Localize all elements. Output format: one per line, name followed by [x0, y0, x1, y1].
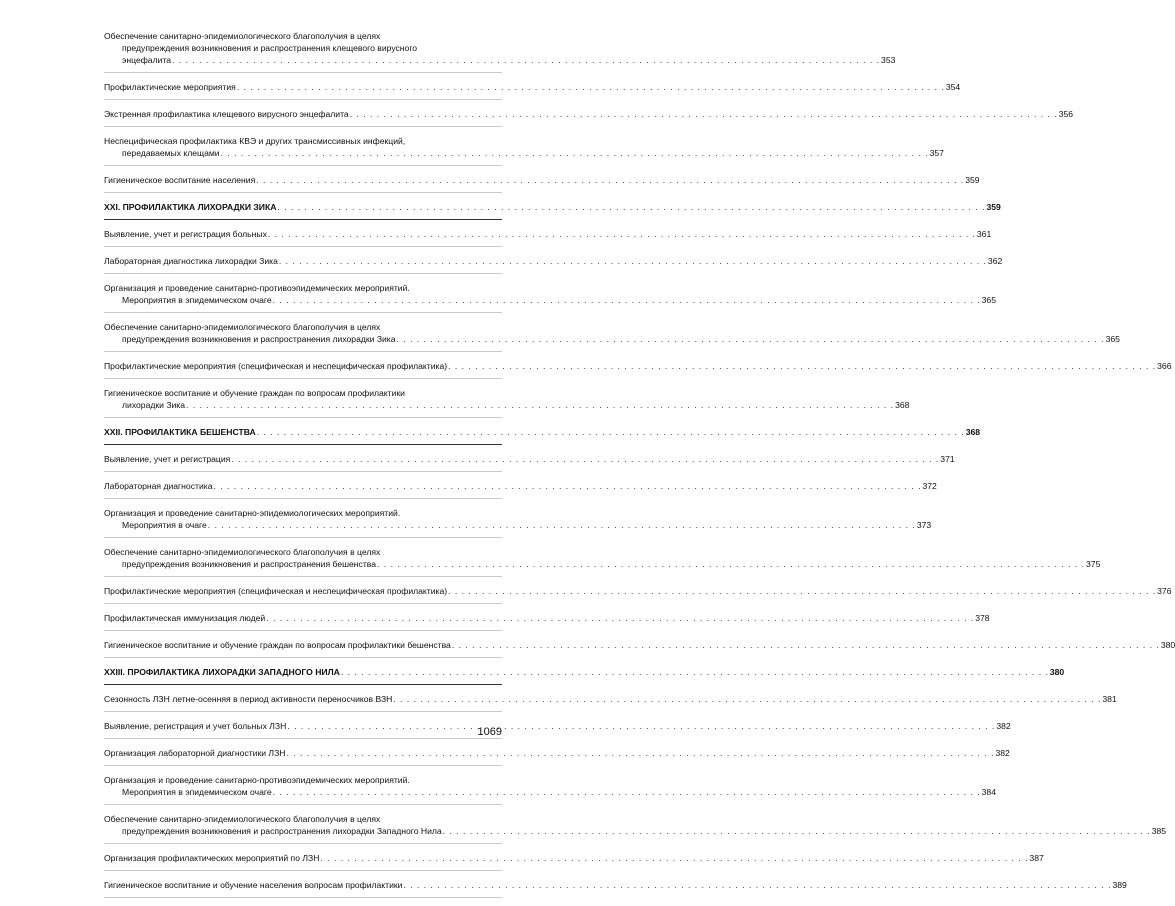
toc-page-number: 365	[981, 295, 996, 305]
toc-entry-text: Гигиеническое воспитание и обучение граждан по вопросам профилактики	[104, 388, 405, 398]
toc-entry-text: предупреждения возникновения и распространения лихорадки Западного Нила	[122, 826, 442, 836]
toc-entry-line	[104, 480, 937, 492]
toc-entry-line	[104, 612, 990, 624]
dot-leader	[277, 201, 985, 213]
toc-entry	[104, 720, 1011, 739]
toc-entry-line	[104, 54, 896, 66]
toc-entry-line	[104, 282, 502, 294]
toc-section-heading	[104, 201, 1001, 220]
toc-section-heading	[104, 426, 981, 445]
toc-entry	[104, 813, 1167, 844]
toc-page-number: 380	[1160, 640, 1175, 650]
dot-leader	[213, 480, 921, 492]
toc-page-number: 376	[1157, 586, 1172, 596]
toc-page-number: 382	[996, 721, 1011, 731]
dot-leader	[403, 879, 1111, 891]
toc-entry-line	[104, 426, 981, 438]
toc-entry-text: Профилактическая иммунизация людей	[104, 613, 266, 623]
toc-entry	[104, 480, 937, 499]
toc-page-number: 378	[975, 613, 990, 623]
toc-entry-text: передаваемых клещами	[122, 148, 220, 158]
toc-entry-line	[104, 693, 1117, 705]
toc-entry-line	[104, 255, 1003, 267]
toc-page-number: 372	[922, 481, 937, 491]
toc-page-number: 353	[881, 55, 896, 65]
toc-entry-text: Обеспечение санитарно-эпидемиологического благополучия в целях	[104, 322, 381, 332]
toc-entry-text: Неспецифическая профилактика КВЭ и других трансмиссивных инфекций,	[104, 136, 406, 146]
toc-entry-text: предупреждения возникновения и распространения клещевого вирусного	[122, 43, 418, 53]
toc-entry-text: Профилактические мероприятия	[104, 82, 236, 92]
toc-page-number: 359	[986, 202, 1001, 212]
toc-entry-line	[104, 774, 502, 786]
toc-page-number: 371	[940, 454, 955, 464]
toc-page-number: 385	[1151, 826, 1167, 836]
toc-entry-text: Мероприятия в эпидемическом очаге	[122, 295, 272, 305]
dot-leader	[279, 255, 987, 267]
toc-entry-line	[104, 546, 502, 558]
dot-leader	[273, 786, 981, 798]
toc-entry-text: предупреждения возникновения и распространения лихорадки Зика	[122, 334, 396, 344]
dot-leader	[287, 720, 995, 732]
toc-entry-text: Организация и проведение санитарно-эпидемиологических мероприятий.	[104, 508, 401, 518]
dot-leader	[266, 612, 974, 624]
dot-leader	[393, 693, 1101, 705]
dot-leader	[257, 426, 965, 438]
toc-entry	[104, 30, 896, 73]
toc-page-number: 354	[945, 82, 961, 92]
toc-page-number: 384	[981, 787, 996, 797]
toc-entry-line	[104, 786, 996, 798]
toc-entry-line	[104, 201, 1001, 213]
toc-page-number: 366	[1157, 361, 1172, 371]
toc-entry-text: Организация и проведение санитарно-противоэпидемических мероприятий.	[104, 775, 410, 785]
toc-section-heading	[104, 666, 1065, 685]
page-number: 1069	[477, 726, 502, 738]
toc-page-number: 387	[1029, 853, 1044, 863]
toc-entry-line	[104, 666, 1065, 678]
toc-page-number: 356	[1058, 109, 1074, 119]
toc-entry-text: Сезонность ЛЗН летне-осенняя в период активности переносчиков ВЗН	[104, 694, 393, 704]
dot-leader	[320, 852, 1028, 864]
toc-entry-text: Лабораторная диагностика лихорадки Зика	[104, 256, 278, 266]
toc-entry-text: Выявление, регистрация и учет больных ЛЗН	[104, 721, 287, 731]
dot-leader	[350, 108, 1058, 120]
toc-entry-text: Мероприятия в очаге	[122, 520, 207, 530]
toc-entry-line	[104, 879, 1127, 891]
toc-entry-text: Обеспечение санитарно-эпидемиологического благополучия в целях	[104, 31, 381, 41]
toc-entry-text: энцефалита	[122, 55, 172, 65]
toc-entry	[104, 360, 1172, 379]
toc-entry-line	[104, 108, 1074, 120]
toc-entry-text: Мероприятия в эпидемическом очаге	[122, 787, 272, 797]
toc-entry-line	[104, 399, 910, 411]
toc-page-number: 361	[976, 229, 992, 239]
toc-entry-line	[104, 360, 1172, 372]
dot-leader	[268, 228, 976, 240]
toc-entry-text: XXIII. ПРОФИЛАКТИКА ЛИХОРАДКИ ЗАПАДНОГО НИЛА	[104, 667, 340, 677]
toc-entry	[104, 879, 1127, 898]
toc-entry-text: Профилактические мероприятия (специфическая и неспецифическая профилактика)	[104, 361, 448, 371]
dot-leader	[208, 519, 916, 531]
toc-entry	[104, 135, 944, 166]
toc-page-number: 365	[1105, 334, 1120, 344]
toc-entry	[104, 774, 996, 805]
toc-entry-line	[104, 519, 932, 531]
toc-entry-line	[104, 30, 502, 42]
dot-leader	[231, 453, 939, 465]
dot-leader	[341, 666, 1049, 678]
toc-entry-text: Обеспечение санитарно-эпидемиологического благополучия в целях	[104, 547, 381, 557]
toc-entry-line	[104, 174, 980, 186]
toc-entry-text: Организация и проведение санитарно-противоэпидемических мероприятий.	[104, 283, 410, 293]
toc-entry-text: XXII. ПРОФИЛАКТИКА БЕШЕНСТВА	[104, 427, 256, 437]
toc-entry	[104, 453, 955, 472]
toc-entry	[104, 546, 1101, 577]
toc-entry-text: Обеспечение санитарно-эпидемиологического благополучия в целях	[104, 814, 381, 824]
toc-entry-text: Лабораторная диагностика	[104, 481, 213, 491]
dot-leader	[186, 399, 894, 411]
toc-page-number: 359	[965, 175, 980, 185]
toc-entry-line	[104, 135, 502, 147]
toc-entry	[104, 507, 932, 538]
toc-entry	[104, 852, 1044, 871]
toc-entry-text: Экстренная профилактика клещевого вирусного энцефалита	[104, 109, 349, 119]
toc-entry-line	[104, 321, 502, 333]
toc-entry-line	[104, 147, 944, 159]
toc-entry-text: Организация профилактических мероприятий по ЛЗН	[104, 853, 320, 863]
toc-page-number: 380	[1049, 667, 1065, 677]
toc-entry	[104, 81, 961, 100]
dot-leader	[273, 294, 981, 306]
toc-entry-text: Выявление, учет и регистрация	[104, 454, 231, 464]
toc-entry-line	[104, 81, 961, 93]
dot-leader	[448, 360, 1156, 372]
toc-entry-line	[104, 813, 502, 825]
toc-entry	[104, 585, 1172, 604]
toc-entry-line	[104, 294, 996, 306]
dot-leader	[397, 333, 1105, 345]
toc-entry	[104, 387, 910, 418]
toc-entry	[104, 108, 1074, 127]
dot-leader	[452, 639, 1160, 651]
toc-entry-text: лихорадки Зика	[122, 400, 186, 410]
toc-entry	[104, 282, 996, 313]
dot-leader	[256, 174, 964, 186]
toc-entry-line	[104, 825, 1167, 837]
toc-entry	[104, 321, 1120, 352]
dot-leader	[237, 81, 945, 93]
toc-page-number: 375	[1086, 559, 1101, 569]
toc-entry-text: Гигиеническое воспитание населения	[104, 175, 256, 185]
toc-entry-line	[104, 228, 992, 240]
toc-entry	[104, 174, 980, 193]
toc-entry-text: Профилактические мероприятия (специфическая и неспецифическая профилактика)	[104, 586, 448, 596]
toc-entry-text: Гигиеническое воспитание и обучение граждан по вопросам профилактики бешенства	[104, 640, 451, 650]
dot-leader	[443, 825, 1151, 837]
toc-entry-text: Выявление, учет и регистрация больных	[104, 229, 267, 239]
toc-entry-line	[104, 333, 1120, 345]
toc-entry-line	[104, 42, 502, 54]
toc-entry	[104, 612, 990, 631]
dot-leader	[286, 747, 994, 759]
toc-entry	[104, 255, 1003, 274]
toc-entry	[104, 693, 1117, 712]
toc-page-number: 373	[916, 520, 932, 530]
toc-entry-line	[104, 387, 502, 399]
dot-leader	[221, 147, 929, 159]
toc-page-number: 368	[895, 400, 910, 410]
toc-page-number: 382	[995, 748, 1010, 758]
toc-page-number: 357	[929, 148, 944, 158]
toc-page-number: 381	[1102, 694, 1117, 704]
toc-entry	[104, 747, 1010, 766]
toc-entry-line	[104, 639, 1175, 651]
toc-page-number: 362	[987, 256, 1003, 266]
toc-page-number: 368	[965, 427, 981, 437]
dot-leader	[172, 54, 880, 66]
toc-entry	[104, 639, 1175, 658]
toc-entry-text: XXI. ПРОФИЛАКТИКА ЛИХОРАДКИ ЗИКА	[104, 202, 277, 212]
toc-entry-line	[104, 852, 1044, 864]
toc-entry-line	[104, 747, 1010, 759]
toc-entry-line	[104, 585, 1172, 597]
toc-entry-line	[104, 453, 955, 465]
dot-leader	[448, 585, 1156, 597]
toc-entry-text: Организация лабораторной диагностики ЛЗН	[104, 748, 286, 758]
toc-entry-text: Гигиеническое воспитание и обучение населения вопросам профилактики	[104, 880, 403, 890]
dot-leader	[377, 558, 1085, 570]
toc-entry-line	[104, 720, 1011, 732]
toc-entry-line	[104, 558, 1101, 570]
toc-entry	[104, 228, 992, 247]
toc-page-number: 389	[1112, 880, 1127, 890]
table-of-contents	[104, 30, 1175, 906]
toc-entry-line	[104, 507, 502, 519]
toc-entry-text: предупреждения возникновения и распространения бешенства	[122, 559, 377, 569]
